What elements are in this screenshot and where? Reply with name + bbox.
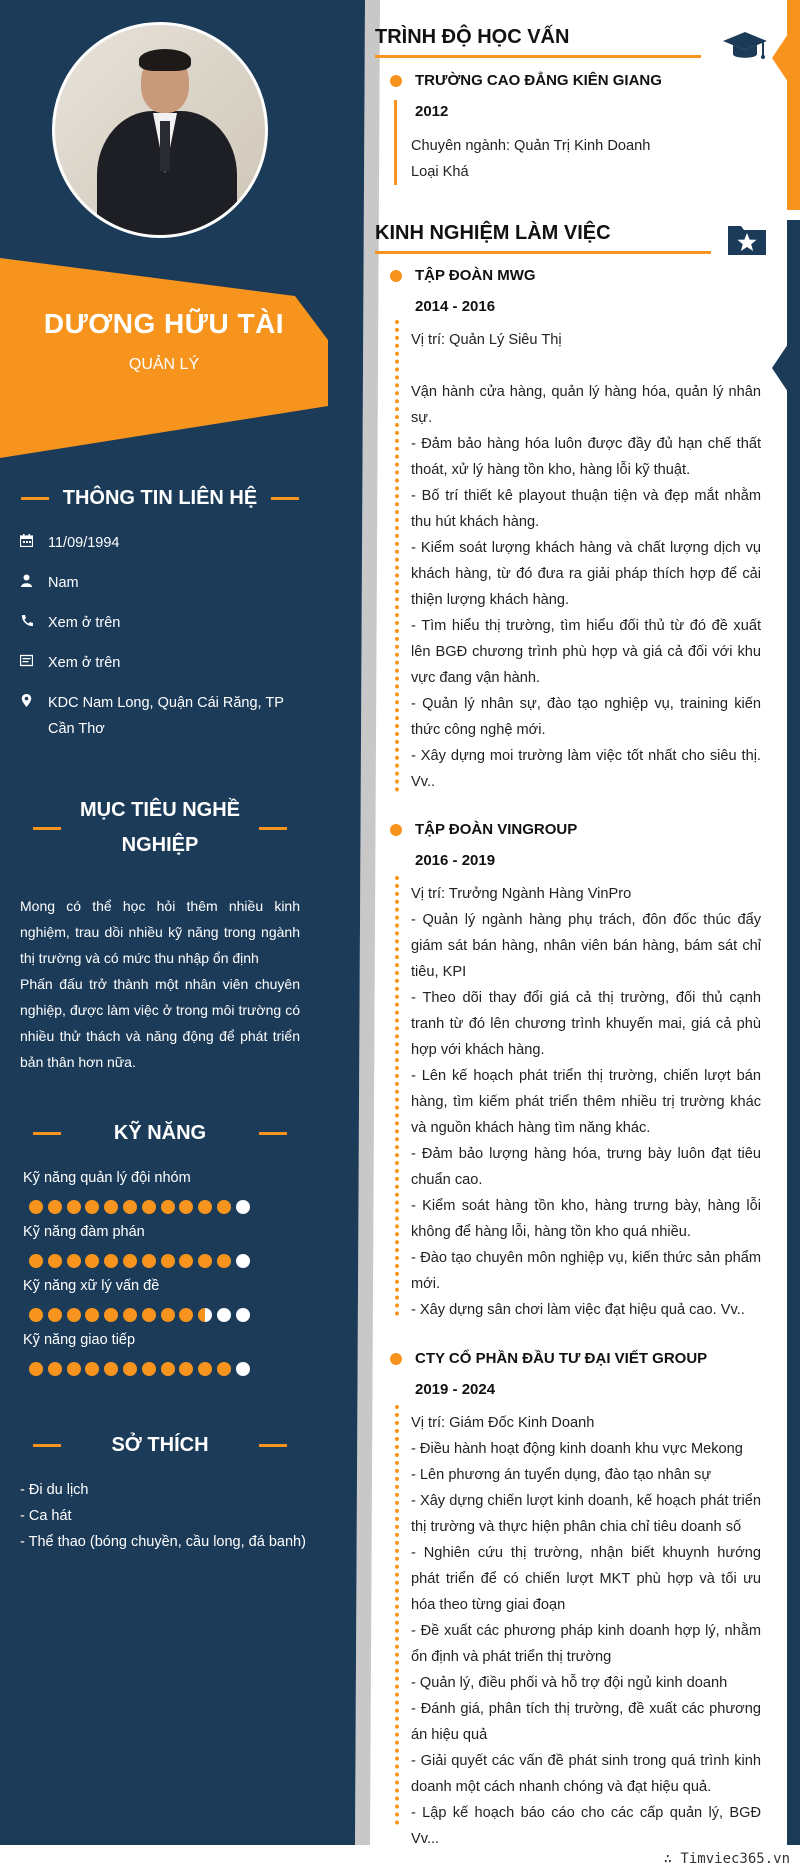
skill-dot [29, 1254, 43, 1268]
timeline-bullet [390, 75, 402, 87]
job-duty-line: Vận hành cửa hàng, quản lý hàng hóa, quản lý nhân sự. [411, 384, 761, 426]
skill-rating [29, 1362, 250, 1376]
education-school: TRƯỜNG CAO ĐẲNG KIÊN GIANG [415, 72, 662, 89]
job-position: Vị trí: Quản Lý Siêu Thị [411, 332, 562, 348]
skill-dot [179, 1200, 193, 1214]
job-duty-line: - Kiểm soát lượng khách hàng và chất lượng dịch vụ khách hàng, từ đó đưa ra giải pháp thích hợp để cải thiện lượng khách hàng. [411, 540, 761, 608]
skill-dot [198, 1200, 212, 1214]
job-duty-line: - Đảm bảo lượng hàng hóa, trưng bày luôn đạt tiêu chuẩn cao. [411, 1146, 761, 1188]
folder-star-icon [727, 222, 767, 261]
job-duty-line: - Đánh giá, phân tích thị trường, đề xuất các phương án hiệu quả [411, 1701, 761, 1743]
job-position: Vị trí: Giám Đốc Kinh Doanh [411, 1415, 595, 1431]
phone-icon [20, 610, 48, 636]
contact-text: Nam [48, 575, 79, 591]
job-duty-line: - Lên kế hoạch phát triển thị trường, chiến lượt bán hàng, tìm kiếm phát triển thêm nhiều trị trường khác và nguồn khách hàng tìm năng khác. [411, 1068, 761, 1136]
skill-dot [85, 1308, 99, 1322]
skill-dot [142, 1308, 156, 1322]
education-timeline-line [394, 100, 397, 185]
job-position: Vị trí: Trưởng Ngành Hàng VinPro [411, 886, 632, 902]
skill-dot [67, 1308, 81, 1322]
skill-dot [161, 1308, 175, 1322]
contact-item-birthday [20, 530, 305, 556]
contact-item-gender [20, 570, 305, 596]
profile-name: DƯƠNG HỮU TÀI [43, 308, 285, 339]
skill-dot [104, 1254, 118, 1268]
job-details [411, 327, 761, 795]
email-icon [20, 650, 48, 676]
skill-dot [123, 1254, 137, 1268]
watermark: ∴ Timviec365.vn [663, 1851, 790, 1867]
job-duty-line: - Điều hành hoạt động kinh doanh khu vực Mekong [411, 1441, 743, 1457]
contact-item-phone [20, 610, 305, 636]
job-duty-line: - Đề xuất các phương pháp kinh doanh hợp lý, nhằm ổn định và phát triển thị trường [411, 1623, 761, 1665]
skill-dot [161, 1362, 175, 1376]
skill-dot [85, 1362, 99, 1376]
skill-dot [198, 1254, 212, 1268]
hobbies-title: SỞ THÍCH [111, 1434, 209, 1456]
job-duty-line: - Kiểm soát hàng tồn kho, hàng trưng bày, hàng lỗi không để hàng lỗi, hàng tồn kho quá nhiều. [411, 1198, 761, 1240]
skill-dot [123, 1308, 137, 1322]
job-duty-line: - Lập kế hoạch báo cáo cho các cấp quản lý, BGĐ Vv... [411, 1805, 761, 1847]
skill-dot [104, 1362, 118, 1376]
job-years: 2016 - 2019 [415, 852, 496, 869]
skill-dot [123, 1362, 137, 1376]
skill-rating [29, 1254, 250, 1268]
skills-section-header [20, 1116, 300, 1151]
edge-accent-orange [787, 0, 800, 210]
experience-title: KINH NGHIỆM LÀM VIỆC [375, 222, 611, 244]
objective-section-header [20, 793, 300, 863]
education-major: Chuyên ngành: Quản Trị Kinh Doanh [411, 138, 651, 154]
contact-text: Xem ở trên [48, 655, 121, 671]
skill-dot [179, 1362, 193, 1376]
skill-dot [67, 1254, 81, 1268]
skill-dot [236, 1200, 250, 1214]
timeline-bullet [390, 1353, 402, 1365]
experience-underline [375, 251, 711, 254]
skill-dot [85, 1254, 99, 1268]
skill-dot [198, 1308, 212, 1322]
skill-dot [217, 1308, 231, 1322]
contact-item-address [20, 690, 305, 742]
edge-accent-navy [787, 220, 800, 1845]
job-details [411, 1410, 761, 1852]
skill-dot [179, 1254, 193, 1268]
job-duty-line: - Nghiên cứu thị trường, nhận biết khuynh hướng phát triển để có chiến lượt MKT phù hợp và tối ưu hóa theo từng giai đoạn [411, 1545, 761, 1613]
skill-dot [161, 1254, 175, 1268]
job-duty-line: - Tìm hiểu thị trường, tìm hiểu đối thủ từ đó đề xuất lên BGĐ chương trình phù hợp và giá cả đối với khu vực đang vận hành. [411, 618, 761, 686]
profile-role: QUẢN LÝ [128, 356, 200, 373]
skill-dot [104, 1200, 118, 1214]
skill-dot [48, 1254, 62, 1268]
job-duty-line: - Lên phương án tuyển dụng, đào tạo nhân sự [411, 1467, 712, 1483]
job-duty-line: - Xây dựng sân chơi làm việc đạt hiệu quả cao. Vv.. [411, 1302, 745, 1318]
contact-section-header [20, 481, 300, 516]
calendar-icon [20, 530, 48, 556]
skill-label: Kỹ năng quản lý đội nhóm [23, 1170, 191, 1186]
skill-dot [104, 1308, 118, 1322]
job-details [411, 881, 761, 1323]
skill-dot [48, 1308, 62, 1322]
hobby-item: - Thể thao (bóng chuyền, cầu long, đá banh) [20, 1534, 306, 1550]
skill-dot [67, 1200, 81, 1214]
job-duty-line: - Theo dõi thay đổi giá cả thị trường, đối thủ cạnh tranh từ đó lên chương trình khuyến mai, giá cả phù hợp với khách hàng. [411, 990, 761, 1058]
edge-notch-orange [772, 34, 788, 82]
skill-dot [123, 1200, 137, 1214]
skill-dot [198, 1362, 212, 1376]
education-details [411, 133, 761, 185]
job-timeline-dots [395, 320, 399, 792]
skill-dot [142, 1254, 156, 1268]
skill-rating [29, 1200, 250, 1214]
job-duty-line: - Quản lý ngành hàng phụ trách, đôn đốc thúc đẩy giám sát bán hàng, nhân viên bán hàng, bám sát chỉ tiêu, KPI [411, 912, 761, 980]
skill-dot [142, 1200, 156, 1214]
skill-label: Kỹ năng xữ lý vấn đề [23, 1278, 160, 1294]
skill-dot [217, 1362, 231, 1376]
graduation-cap-icon [722, 30, 768, 67]
contact-title: THÔNG TIN LIÊN HỆ [62, 487, 258, 509]
education-grade: Loại Khá [411, 164, 469, 180]
skills-title: KỸ NĂNG [113, 1122, 207, 1144]
job-company: TẬP ĐOÀN MWG [415, 267, 536, 284]
location-pin-icon [20, 690, 48, 742]
job-years: 2014 - 2016 [415, 298, 496, 315]
job-duty-line: - Bố trí thiết kê playout thuận tiện và đẹp mắt nhằm thu hút khách hàng. [411, 488, 761, 530]
job-company: CTY CỔ PHẦN ĐẦU TƯ ĐẠI VIẾT GROUP [415, 1350, 708, 1367]
skill-dot [236, 1308, 250, 1322]
edge-notch-navy [772, 344, 788, 392]
skill-dot [179, 1308, 193, 1322]
job-timeline-dots [395, 876, 399, 1316]
education-underline [375, 55, 701, 58]
skill-dot [236, 1254, 250, 1268]
skill-dot [48, 1200, 62, 1214]
skill-dot [29, 1308, 43, 1322]
job-duty-line: - Đào tạo chuyên môn nghiệp vụ, kiến thức sản phẩm mới. [411, 1250, 761, 1292]
contact-text: 11/09/1994 [48, 535, 120, 551]
job-duty-line: - Quản lý nhân sự, đào tạo nghiệp vụ, training kiến thức công nghệ mới. [411, 696, 761, 738]
contact-text: KDC Nam Long, Quận Cái Răng, TP Cần Thơ [48, 695, 284, 737]
job-duty-line: - Đảm bảo hàng hóa luôn được đầy đủ hạn chế thất thoát, xử lý hàng tồn kho, hàng lỗi kỹ thuật. [411, 436, 761, 478]
hobbies-section-header [20, 1428, 300, 1463]
skill-dot [217, 1254, 231, 1268]
objective-text: Mong có thể học hỏi thêm nhiều kinh nghiệm, trau dồi nhiều kỹ năng trong ngành thị trường và có mức thu nhập ổn định Phấn đấu trở thành một nhân viên chuyên nghiệp, được làm việc ở trong môi trường có nhiều thử thách và năng động để phát triển bản thân hơn nữa. [20, 898, 300, 1070]
contact-text: Xem ở trên [48, 615, 121, 631]
skill-dot [236, 1362, 250, 1376]
job-company: TẬP ĐOÀN VINGROUP [415, 821, 578, 838]
job-duty-line: - Xây dựng chiến lượt kinh doanh, kế hoạch phát triển thị trường và thực hiện phân chia chỉ tiêu doanh số [411, 1493, 761, 1535]
hobby-item: - Ca hát [20, 1508, 72, 1524]
skill-dot [48, 1362, 62, 1376]
education-title: TRÌNH ĐỘ HỌC VẤN [375, 26, 570, 48]
job-timeline-dots [395, 1405, 399, 1825]
education-year: 2012 [415, 103, 449, 120]
skill-dot [161, 1200, 175, 1214]
objective-title: MỤC TIÊU NGHỀ NGHIỆP [80, 799, 240, 856]
skill-dot [29, 1362, 43, 1376]
job-duty-line: - Xây dựng moi trường làm việc tốt nhất cho siêu thị. Vv.. [411, 748, 761, 790]
timeline-bullet [390, 824, 402, 836]
skill-dot [29, 1200, 43, 1214]
skill-dot [85, 1200, 99, 1214]
contact-item-email [20, 650, 305, 676]
skill-dot [67, 1362, 81, 1376]
job-years: 2019 - 2024 [415, 1381, 496, 1398]
skill-dot [142, 1362, 156, 1376]
skill-label: Kỹ năng giao tiếp [23, 1332, 136, 1348]
timeline-bullet [390, 270, 402, 282]
avatar [52, 22, 268, 238]
job-duty-line: - Giải quyết các vấn đề phát sinh trong quá trình kinh doanh một cách nhanh chóng và đạt hiệu quả. [411, 1753, 761, 1795]
skill-rating [29, 1308, 250, 1322]
skill-label: Kỹ năng đàm phán [23, 1224, 145, 1240]
hobby-item: - Đi du lịch [20, 1482, 89, 1498]
person-icon [20, 570, 48, 596]
job-duty-line: - Quản lý, điều phối và hỗ trợ đội ngủ kinh doanh [411, 1675, 728, 1691]
skill-dot [217, 1200, 231, 1214]
